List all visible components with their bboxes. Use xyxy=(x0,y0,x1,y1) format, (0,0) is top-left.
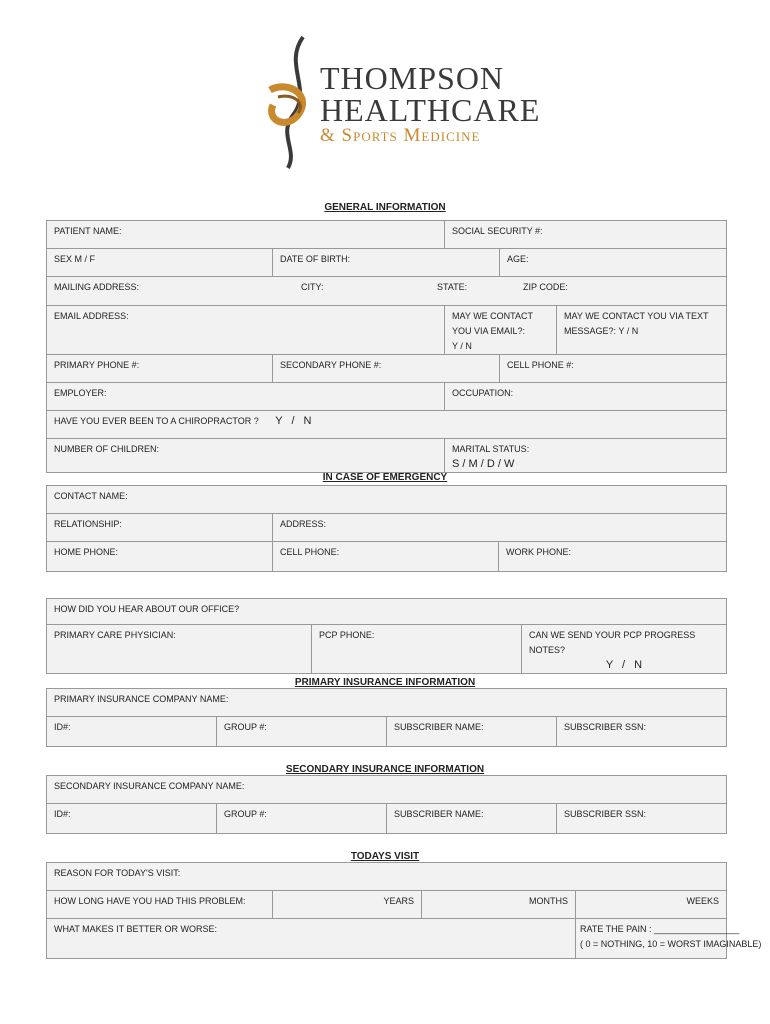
reason-field[interactable]: REASON FOR TODAY'S VISIT: xyxy=(47,863,727,891)
send-notes-label: CAN WE SEND YOUR PCP PROGRESS NOTES? xyxy=(529,630,696,655)
logo-line-3: & Sports Medicine xyxy=(320,125,481,146)
secondary-subscriber-ssn-field[interactable]: SUBSCRIBER SSN: xyxy=(557,804,727,834)
patient-name-field[interactable]: PATIENT NAME: xyxy=(47,221,445,249)
referral-table xyxy=(46,598,727,674)
occupation-field[interactable]: OCCUPATION: xyxy=(445,383,727,411)
age-field[interactable]: AGE: xyxy=(500,249,727,277)
general-title: GENERAL INFORMATION xyxy=(324,202,446,213)
pcp-field[interactable]: PRIMARY CARE PHYSICIAN: xyxy=(47,625,312,674)
secondary-insurance-table xyxy=(46,775,727,834)
home-phone-field[interactable]: HOME PHONE: xyxy=(47,542,273,572)
work-phone-field[interactable]: WORK PHONE: xyxy=(499,542,727,572)
emergency-title: IN CASE OF EMERGENCY xyxy=(322,472,448,483)
primary-company-field[interactable]: PRIMARY INSURANCE COMPANY NAME: xyxy=(47,689,727,717)
chiropractor-label: HAVE YOU EVER BEEN TO A CHIROPRACTOR ? xyxy=(54,416,259,426)
employer-field[interactable]: EMPLOYER: xyxy=(47,383,445,411)
pain-rating-field[interactable] xyxy=(576,919,762,959)
primary-phone-field[interactable]: PRIMARY PHONE #: xyxy=(47,355,273,383)
address-row[interactable] xyxy=(47,277,727,306)
relationship-field[interactable]: RELATIONSHIP: xyxy=(47,514,273,542)
primary-insurance-title: PRIMARY INSURANCE INFORMATION xyxy=(294,677,476,688)
weeks-field[interactable]: WEEKS xyxy=(576,891,727,919)
primary-subscriber-field[interactable]: SUBSCRIBER NAME: xyxy=(387,717,557,747)
contact-name-field[interactable]: CONTACT NAME: xyxy=(47,486,727,514)
state-label: STATE: xyxy=(437,282,468,292)
contact-text-label: MAY WE CONTACT YOU VIA TEXT xyxy=(564,311,709,321)
secondary-insurance-title: SECONDARY INSURANCE INFORMATION xyxy=(285,764,485,775)
primary-group-field[interactable]: GROUP #: xyxy=(217,717,387,747)
years-field[interactable]: YEARS xyxy=(273,891,422,919)
logo-line-2: HEALTHCARE xyxy=(320,92,541,128)
secondary-group-field[interactable]: GROUP #: xyxy=(217,804,387,834)
marital-status-label: MARITAL STATUS: xyxy=(452,444,530,454)
better-worse-field[interactable]: WHAT MAKES IT BETTER OR WORSE: xyxy=(47,919,576,959)
how-long-field[interactable]: HOW LONG HAVE YOU HAD THIS PROBLEM: xyxy=(47,891,273,919)
contact-email-yn: Y / N xyxy=(452,341,472,351)
pain-rating-label: RATE THE PAIN : _________________ xyxy=(580,924,740,934)
primary-insurance-table xyxy=(46,688,727,747)
clinic-logo xyxy=(258,35,541,170)
marital-status-options: S / M / D / W xyxy=(452,458,515,470)
months-field[interactable]: MONTHS xyxy=(422,891,576,919)
secondary-phone-field[interactable]: SECONDARY PHONE #: xyxy=(273,355,500,383)
visit-table xyxy=(46,862,762,959)
chiropractor-yn: Y / N xyxy=(275,415,312,427)
emergency-table xyxy=(46,485,727,572)
emergency-address-field[interactable]: ADDRESS: xyxy=(273,514,727,542)
email-field[interactable]: EMAIL ADDRESS: xyxy=(47,306,445,355)
sex-field[interactable]: SEX M / F xyxy=(47,249,273,277)
secondary-subscriber-field[interactable]: SUBSCRIBER NAME: xyxy=(387,804,557,834)
children-field[interactable]: NUMBER OF CHILDREN: xyxy=(47,439,445,473)
contact-text-field[interactable] xyxy=(557,306,727,355)
city-label: CITY: xyxy=(301,282,324,292)
secondary-id-field[interactable]: ID#: xyxy=(47,804,217,834)
zip-label: ZIP CODE: xyxy=(523,282,568,292)
chiropractor-field[interactable] xyxy=(47,411,727,439)
primary-subscriber-ssn-field[interactable]: SUBSCRIBER SSN: xyxy=(557,717,727,747)
contact-email-label: MAY WE CONTACT YOU VIA EMAIL?: xyxy=(452,311,533,336)
hear-about-field[interactable]: HOW DID YOU HEAR ABOUT OUR OFFICE? xyxy=(47,599,727,625)
ssn-field[interactable]: SOCIAL SECURITY #: xyxy=(445,221,727,249)
contact-email-field[interactable] xyxy=(445,306,557,355)
marital-status-field[interactable] xyxy=(445,439,727,473)
logo-mark-icon xyxy=(258,35,328,170)
send-notes-field[interactable] xyxy=(522,625,727,674)
pain-scale-label: ( 0 = NOTHING, 10 = WORST IMAGINABLE) xyxy=(580,939,762,949)
primary-id-field[interactable]: ID#: xyxy=(47,717,217,747)
dob-field[interactable]: DATE OF BIRTH: xyxy=(273,249,500,277)
general-info-table xyxy=(46,220,727,473)
cell-phone-field[interactable]: CELL PHONE #: xyxy=(500,355,727,383)
logo-line-1: THOMPSON xyxy=(320,60,505,96)
emergency-cell-phone-field[interactable]: CELL PHONE: xyxy=(273,542,499,572)
secondary-company-field[interactable]: SECONDARY INSURANCE COMPANY NAME: xyxy=(47,776,727,804)
mailing-address-label: MAILING ADDRESS: xyxy=(54,282,140,292)
send-notes-yn: Y / N xyxy=(605,659,643,671)
pcp-phone-field[interactable]: PCP PHONE: xyxy=(312,625,522,674)
todays-visit-title: TODAYS VISIT xyxy=(350,851,420,862)
contact-text-yn: MESSAGE?: Y / N xyxy=(564,326,639,336)
